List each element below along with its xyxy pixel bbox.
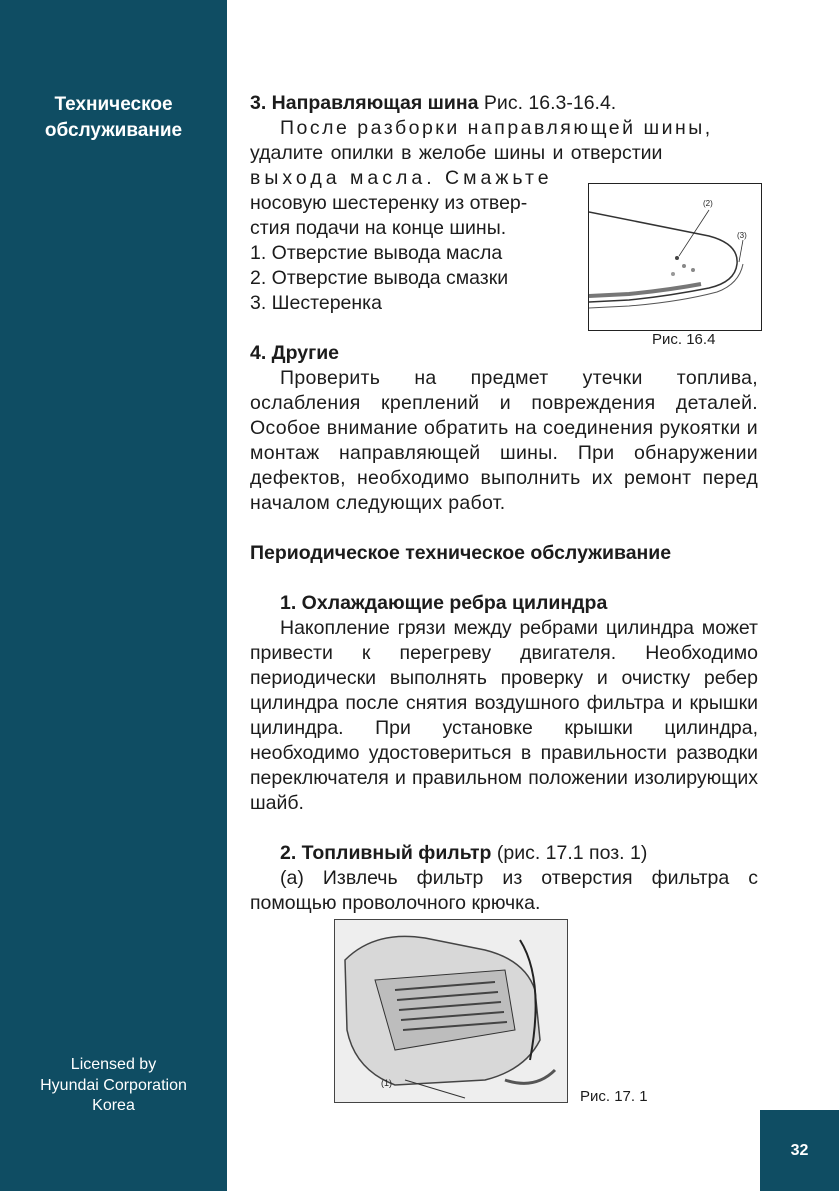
figure-16-4 bbox=[588, 183, 762, 331]
license-line3: Korea bbox=[92, 1097, 135, 1114]
spacer bbox=[250, 516, 758, 541]
section-title-line2: обслуживание bbox=[44, 120, 183, 141]
page-number: 32 bbox=[790, 1141, 809, 1159]
figure-16-4-caption: Рис. 16.4 bbox=[652, 331, 716, 348]
sub2-ref: (рис. 17.1 поз. 1) bbox=[496, 842, 648, 864]
section4-heading: 4. Другие bbox=[250, 342, 340, 364]
figure-label-1: (1) bbox=[381, 1078, 392, 1088]
license-note bbox=[0, 1055, 227, 1117]
section-title-line1: Техническое bbox=[54, 94, 173, 115]
sidebar bbox=[0, 0, 227, 1191]
sub1-text: Накопление грязи между ребрами цилиндра может привести к перегреву двигателя. Необходимо периодически выполнять проверку и очистку ребер цилиндра после снятия воздушного фильтра и крышки цилиндра. При установке крышки цилиндра, необходимо удостовериться в правильности разводки переключателя и правильном положении изолирующих шайб. bbox=[250, 617, 758, 814]
spacer bbox=[250, 816, 758, 841]
spacer bbox=[250, 566, 758, 591]
fuel-filter-photo bbox=[335, 920, 567, 1102]
section3-heading: 3. Направляющая шина bbox=[250, 92, 479, 114]
section3-heading-line bbox=[250, 91, 758, 116]
section3-text-line3: выхода масла. Смажьте bbox=[250, 167, 553, 189]
license-line1: Licensed by bbox=[70, 1056, 157, 1073]
list-item: 3. Шестеренка bbox=[250, 292, 382, 314]
list-item: 1. Отверстие вывода масла bbox=[250, 242, 503, 264]
figure-17-1 bbox=[334, 919, 568, 1103]
figure-label-2: (2) bbox=[703, 199, 713, 208]
guide-bar-illustration bbox=[589, 184, 761, 330]
sub2-heading: 2. Топливный фильтр bbox=[280, 842, 492, 864]
page-number-box bbox=[760, 1110, 839, 1191]
sub2-heading-line bbox=[250, 841, 758, 866]
section3-text-line2: удалите опилки в желобе шины и отверстии bbox=[250, 142, 663, 164]
periodic-heading: Периодическое техническое обслуживание bbox=[250, 542, 672, 564]
section-title bbox=[0, 92, 227, 144]
license-line2: Hyundai Corporation bbox=[40, 1076, 187, 1094]
section3-text-line4: носовую шестеренку из отвер- bbox=[250, 192, 528, 214]
section3-ref: Рис. 16.3-16.4. bbox=[483, 92, 617, 114]
figure-17-1-caption: Рис. 17. 1 bbox=[580, 1088, 648, 1105]
figure-label-3: (3) bbox=[737, 231, 747, 240]
section3-text-line5: стия подачи на конце шины. bbox=[250, 217, 507, 239]
section3-text-line1: После разборки направляющей шины, bbox=[280, 117, 713, 139]
list-item: 2. Отверстие вывода смазки bbox=[250, 267, 509, 289]
sub2-text: (а) Извлечь фильтр из отверстия фильтра с помощью проволочного крючка. bbox=[250, 867, 758, 914]
section4-text: Проверить на предмет утечки топлива, ослабления креплений и повреждения деталей. Особое внимание обратить на соединения рукоятки и монтаж направляющей шины. При обнаружении дефектов, необходимо выполнить их ремонт перед началом следующих работ. bbox=[250, 367, 758, 514]
sub1-heading: 1. Охлаждающие ребра цилиндра bbox=[280, 592, 608, 614]
